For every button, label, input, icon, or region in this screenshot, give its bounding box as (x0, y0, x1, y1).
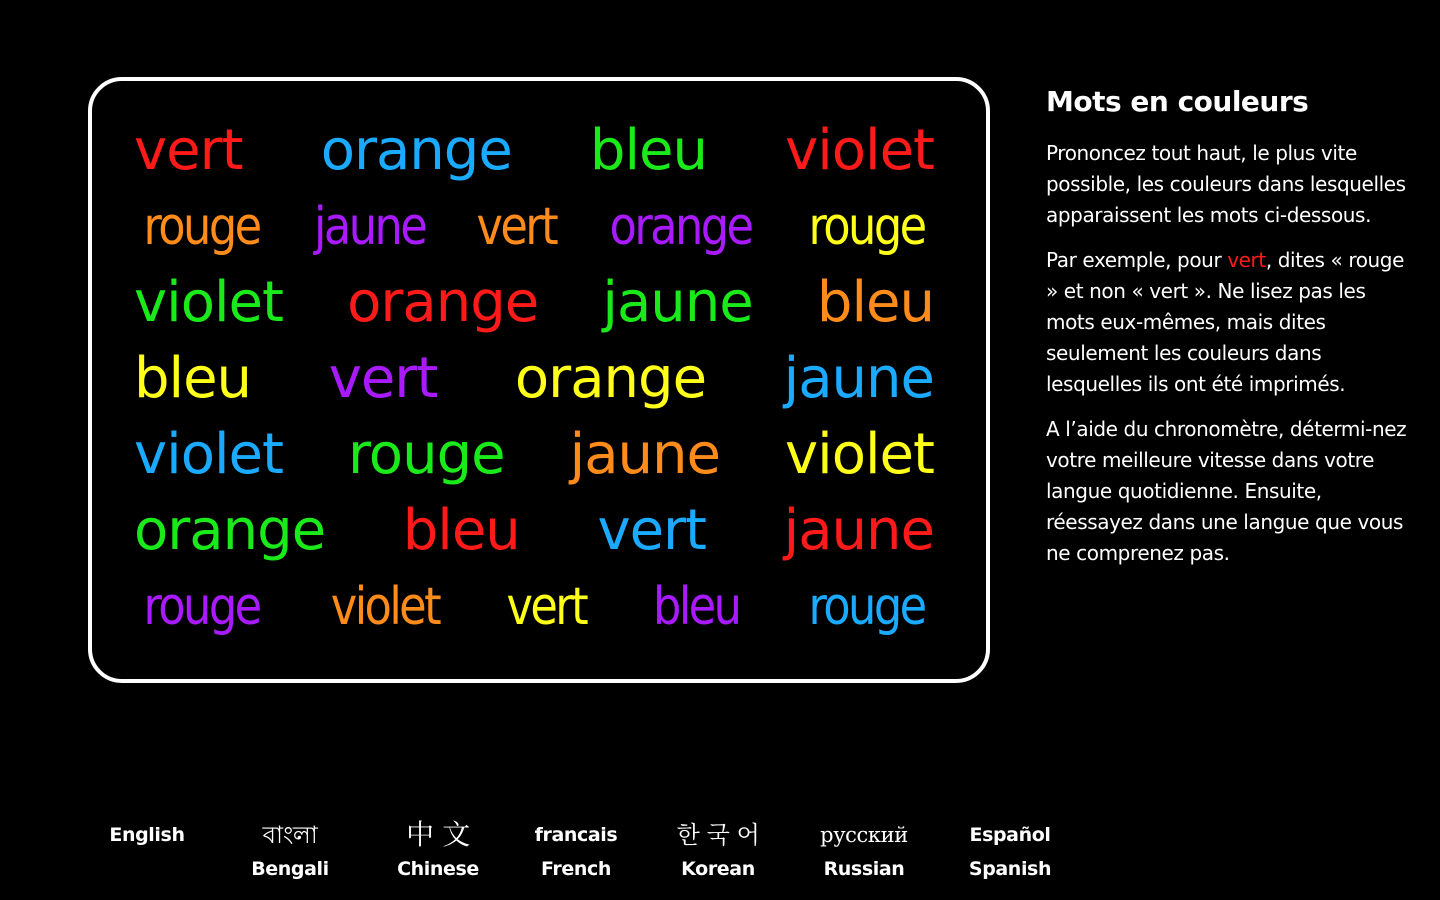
language-label: Korean (681, 858, 755, 880)
language-native-name: বাংলা (262, 821, 318, 849)
language-label: English (109, 824, 185, 846)
color-word: jaune (783, 498, 934, 563)
color-word: orange (347, 270, 539, 335)
color-word: violet (134, 270, 283, 335)
color-word: orange (514, 346, 707, 411)
color-word: jaune (313, 197, 425, 257)
language-native-name: русский (820, 823, 908, 847)
color-word: vert (597, 498, 707, 563)
color-word: violet (134, 422, 283, 487)
language-label: Chinese (397, 858, 479, 880)
instructions-paragraph-1: Prononcez tout haut, le plus vite possible, les couleurs dans lesquelles apparaissent les mots ci-dessous. (1046, 141, 1406, 227)
language-native-name: 中 文 (406, 818, 470, 851)
color-word: bleu (134, 346, 252, 411)
language-label: Spanish (968, 858, 1052, 880)
color-word: bleu (589, 118, 707, 183)
word-row (134, 113, 934, 189)
example-word: vert (1227, 248, 1266, 272)
color-word: orange (609, 197, 752, 257)
instructions-p2-after: , dites « rouge » et non « vert ». Ne lisez pas les mots eux-mêmes, mais dites seulement les couleurs dans lesquelles ils ont été imprimés. (1046, 248, 1405, 396)
instructions-panel (1046, 84, 1418, 583)
instructions-title: Mots en couleurs (1046, 85, 1309, 118)
language-native-name: Español (969, 824, 1051, 846)
language-button-chinese[interactable] (386, 818, 490, 886)
color-word: jaune (569, 422, 720, 487)
color-word: bleu (816, 270, 934, 335)
language-button-spanish[interactable] (962, 818, 1058, 886)
color-word: vert (506, 577, 587, 637)
color-word: rouge (143, 577, 260, 637)
color-word: vert (476, 197, 556, 257)
language-label: Russian (823, 858, 905, 880)
word-row (134, 341, 934, 417)
language-label: Bengali (251, 858, 329, 880)
language-button-russian[interactable] (812, 818, 916, 886)
color-word: rouge (143, 197, 260, 257)
color-word: jaune (783, 346, 934, 411)
language-button-french[interactable] (528, 818, 624, 886)
color-word: bleu (402, 498, 520, 563)
word-row (134, 417, 934, 493)
language-native-name: 한 국 어 (676, 821, 760, 849)
color-word: bleu (652, 577, 740, 637)
color-word: violet (330, 577, 439, 637)
language-native-name: francais (534, 824, 618, 846)
instructions-paragraph-2 (1046, 245, 1418, 400)
color-word: orange (134, 498, 326, 563)
instructions-paragraph-3: A l’aide du chronomètre, détermi-nez votre meilleure vitesse dans votre langue quotidienne. Ensuite, réessayez dans une langue que vous ne comprenez pas. (1046, 417, 1407, 565)
color-word: jaune (602, 270, 753, 335)
color-word: vert (134, 118, 243, 183)
word-row (134, 493, 934, 569)
color-word: violet (785, 422, 934, 487)
color-word: rouge (808, 197, 925, 257)
instructions-p2-before: Par exemple, pour (1046, 248, 1228, 272)
language-label: French (541, 858, 611, 880)
word-row (134, 569, 934, 645)
language-button-korean[interactable] (664, 818, 772, 886)
word-row (134, 265, 934, 341)
word-row (134, 189, 934, 265)
color-word: vert (328, 346, 438, 411)
color-word: violet (785, 118, 934, 183)
color-word: rouge (348, 422, 505, 487)
color-word: orange (320, 118, 512, 183)
language-button-english[interactable] (104, 818, 190, 852)
color-word: rouge (808, 577, 925, 637)
language-button-bengali[interactable] (240, 818, 340, 886)
